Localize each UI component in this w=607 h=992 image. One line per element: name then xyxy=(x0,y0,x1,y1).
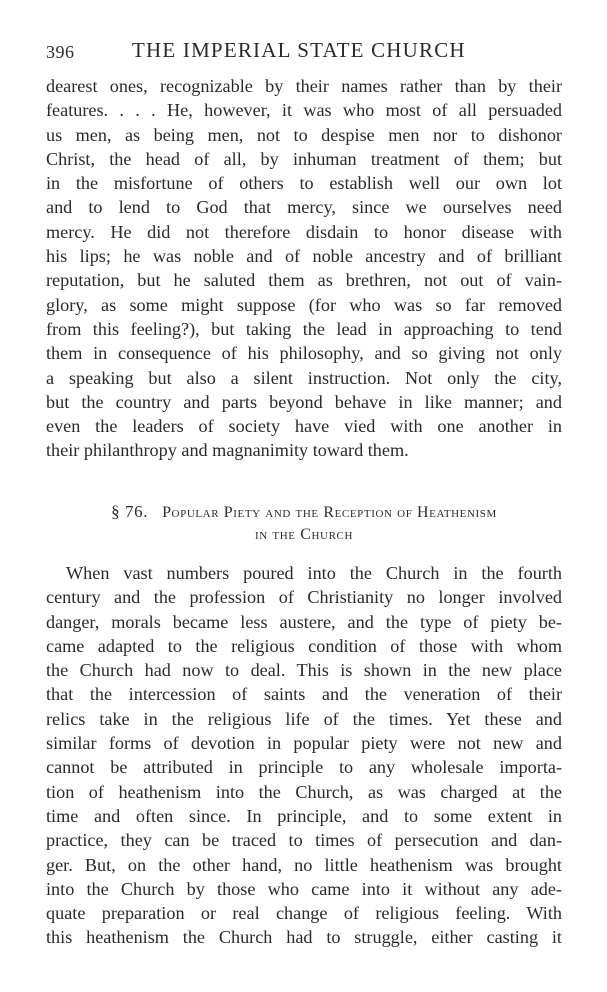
text-line: danger, morals became less austere, and the type of piety be- xyxy=(46,611,562,632)
text-line: a speaking but also a silent instruction. Not only the city, xyxy=(46,367,562,388)
paragraph-continued xyxy=(46,74,562,463)
page-number: 396 xyxy=(46,42,75,62)
text-line: time and often since. In principle, and to some extent in xyxy=(46,805,562,826)
text-line: but the country and parts beyond behave in like manner; and xyxy=(46,391,562,412)
text-line: his lips; he was noble and of noble ancestry and of brilliant xyxy=(46,246,562,267)
section-heading-line-1 xyxy=(46,501,562,524)
text-line: into the Church by those who came into it without any ade- xyxy=(46,878,562,899)
section-title: Popular Piety and the Reception of Heathenism xyxy=(162,504,497,521)
text-line: mercy. He did not therefore disdain to honor disease with xyxy=(46,221,562,242)
section-number: § 76. xyxy=(111,502,149,521)
text-line: quate preparation or real change of religious feeling. With xyxy=(46,903,562,924)
section-heading xyxy=(46,501,562,546)
text-line: ger. But, on the other hand, no little heathenism was brought xyxy=(46,854,562,875)
text-line: features. . . . He, however, it was who most of all persuaded xyxy=(46,100,562,121)
text-line: dearest ones, recognizable by their names rather than by their xyxy=(46,76,562,96)
text-line: tion of heathenism into the Church, as was charged at the xyxy=(46,781,562,802)
text-line: us men, as being men, not to despise men nor to dishonor xyxy=(46,124,562,145)
text-line: When vast numbers poured into the Church in the fourth xyxy=(66,563,562,583)
text-line: the Church had now to deal. This is shown in the new place xyxy=(46,660,562,681)
text-line: their philanthropy and magnanimity toward them. xyxy=(46,440,409,461)
text-line: Christ, the head of all, by inhuman treatment of them; but xyxy=(46,148,562,169)
text-line: that the intercession of saints and the veneration of their xyxy=(46,684,562,705)
text-line: came adapted to the religious condition of those with whom xyxy=(46,635,562,656)
text-line: practice, they can be traced to times of persecution and dan- xyxy=(46,830,562,851)
text-line: in the misfortune of others to establish well our own lot xyxy=(46,173,562,194)
paragraph xyxy=(46,561,562,950)
text-line: and to lend to God that mercy, since we ourselves need xyxy=(46,197,562,218)
text-line: similar forms of devotion in popular piety were not new and xyxy=(46,733,562,754)
text-line: relics take in the religious life of the times. Yet these and xyxy=(46,708,562,729)
text-line: cannot be attributed in principle to any wholesale importa- xyxy=(46,757,562,778)
text-line: even the leaders of society have vied with one another in xyxy=(46,416,562,437)
running-head xyxy=(46,38,566,64)
text-line: century and the profession of Christianity no longer involved xyxy=(46,587,562,608)
text-line: from this feeling?), but taking the lead in approaching to tend xyxy=(46,318,562,339)
section-heading-line-2: in the Church xyxy=(255,526,353,543)
text-line: glory, as some might suppose (for who was so far removed xyxy=(46,294,562,315)
text-line: reputation, but he saluted them as brethren, not out of vain- xyxy=(46,270,562,291)
text-line: this heathenism the Church had to struggle, either casting it xyxy=(46,927,562,948)
running-title: THE IMPERIAL STATE CHURCH xyxy=(132,38,466,62)
text-line: them in consequence of his philosophy, and so giving not only xyxy=(46,343,562,364)
